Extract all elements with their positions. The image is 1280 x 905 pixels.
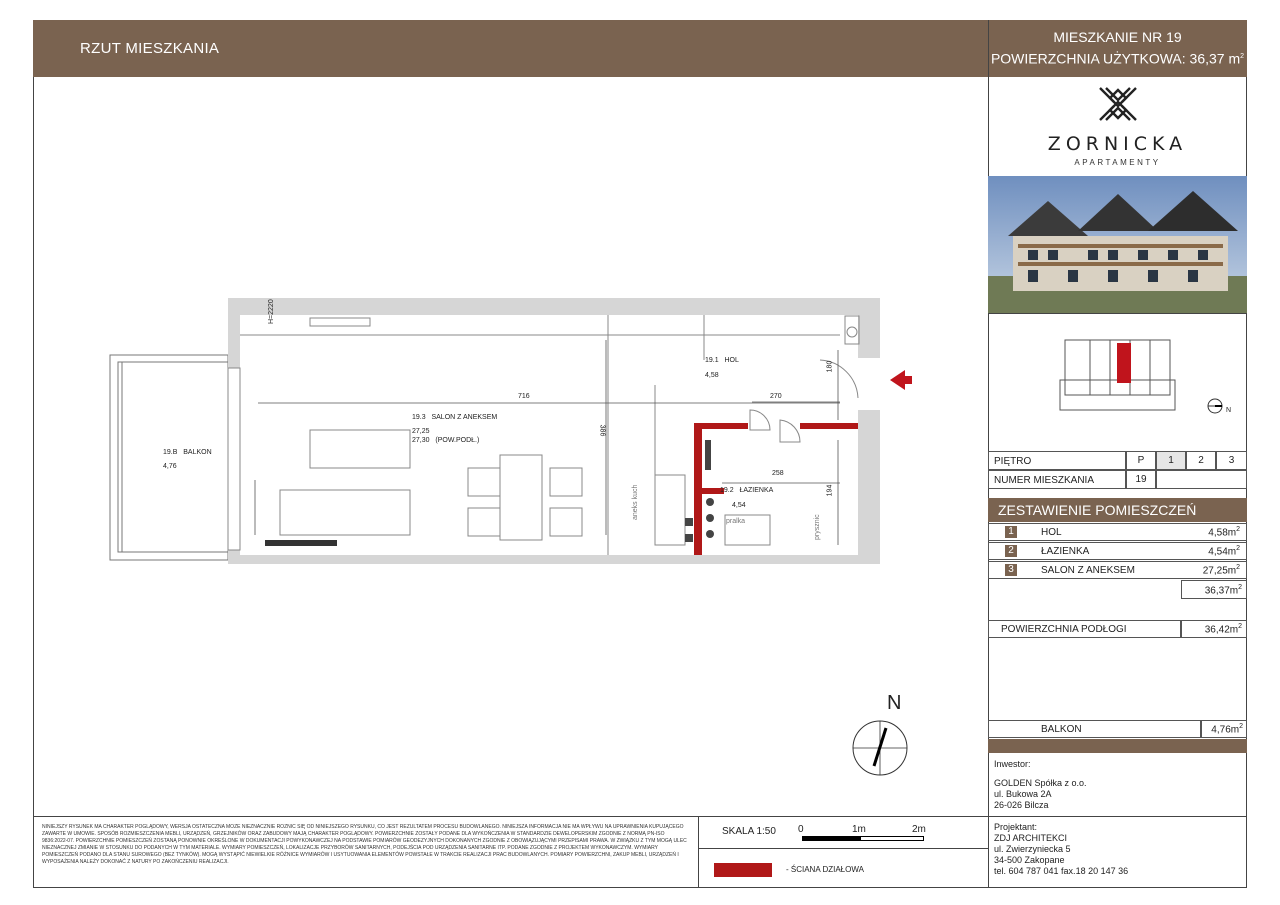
disclaimer: NINIEJSZY RYSUNEK MA CHARAKTER POGLĄDOWY, WERSJA OSTATECZNA MOŻE NIEZNACZNIE RÓŻNIĆ SIĘ OD NINIEJSZEGO RYSUNKU, CO JEST REZULTATEM PROCESU BUDOWLANEGO. NINIEJSZA INFORMACJA NIE MA WPŁYWU NA UPRAWNIENIA KUPUJĄCEGO ZAWARTE W UMOWIE. SPOSÓB ROZMIESZCZENIA MEBLI, URZĄDZEŃ, GRZEJNIKÓW ORAZ ZABUDOWY MAJĄ CHARAKTER POGLĄDOWY. POWIERZCHNIE ZOSTAŁY PODANE DLA WYKOŃCZENIA W STANDARDZIE DEWELOPERSKIM ZGODNIE Z NORMĄ PN-ISO 9836:2022-07. POWIERZCHNIE POMIESZCZEŃ ZOSTANĄ PONOWNIE OKREŚLONE W DOKUMENTACJI POWYKONAWCZEJ NA PODSTAWIE POMIARÓW GEODEZYJNYCH DOKONANYCH ZGODNIE Z OBOWIĄZUJĄCYMI PRZEPISAMI PRAWA. W ZWIĄZKU Z TYM MOGĄ ULEC NIEZNACZNEJ ZMIANIE W STOSUNKU DO PODANYCH W TYM MATERIALE. WYMIARY POMIESZCZEŃ, LOKALIZACJE PRZYBORÓW SANITARNYCH, PODEJŚCIA POD URZĄDZENIA SANITARNE ITP. PODANE ZGODNIE Z PROJEKTEM WYKONAWCZYM. WYMIARY POMIESZCZEŃ PODANO DLA STANU SUROWEGO (BEZ TYNKÓW). MOGĄ WYSTĄPIĆ NIEWIELKIE RÓŻNICE WYMIARÓW I USYTUOWANIA ELEMENTÓW POWSTAŁE W TRAKCIE REALIZACJI PRAC BUDOWLANYCH. POMIARY POWIERZCHNI, ZAKUP MEBLI, URZĄDZEŃ I WYPOSAŻENIA NALEŻY DOKONAĆ Z NATURY PO ZAKOŃCZENIU REALIZACJI. — [42, 824, 687, 865]
scale-tick-2: 2m — [912, 824, 926, 835]
footer-divider — [33, 816, 1247, 817]
room-row-2-no: 2 — [1005, 545, 1017, 557]
room-lazienka-area: 4,54 — [732, 502, 746, 509]
dim-386: 386 — [598, 424, 606, 437]
floor-area-label: POWIERZCHNIA PODŁOGI — [988, 620, 1181, 638]
balcony-bar — [988, 739, 1247, 753]
floor-plan — [100, 290, 920, 580]
designer-line-1: ZDJ ARCHITEKCI — [994, 833, 1068, 843]
room-row-1-name: HOL — [1041, 527, 1062, 538]
scale-tick-0: 0 — [798, 824, 804, 835]
key-plan-highlight — [1117, 343, 1131, 383]
logo-mark-icon — [1096, 84, 1140, 124]
apartment-number-label: NUMER MIESZKANIA — [988, 470, 1126, 489]
room-row-1-area: $4,58m^2$ — [1208, 526, 1240, 539]
room-balkon-label: 19.B BALKON — [163, 449, 212, 456]
key-plan-north: N — [1226, 407, 1232, 414]
room-row-3-name: SALON Z ANEKSEM — [1041, 565, 1135, 576]
room-salon-label: 19.3 SALON Z ANEKSEM — [412, 414, 498, 421]
room-row-1-no: 1 — [1005, 526, 1017, 538]
room-row-2-area: $4,54m^2$ — [1208, 545, 1240, 558]
logo-name: ZORNICKA — [1047, 133, 1188, 155]
entrance-arrow-icon — [890, 370, 912, 390]
apartment-number-title: MIESZKANIE NR 19 — [1053, 29, 1182, 45]
floor-option-2: 2 — [1186, 451, 1216, 470]
room-row-3-no: 3 — [1005, 564, 1017, 576]
dim-716: 716 — [518, 393, 530, 400]
room-row-3 — [988, 561, 1247, 579]
floor-option-3: 3 — [1216, 451, 1247, 470]
room-row-2 — [988, 542, 1247, 560]
key-plan — [1055, 335, 1180, 415]
fixture-shower: prysznic — [814, 514, 821, 540]
room-row-3-area: $27,25m^2$ — [1202, 564, 1240, 577]
room-salon-floor-area: 27,30 (POW.PODŁ.) — [412, 437, 480, 444]
designer-line-4: tel. 604 787 041 fax.18 20 147 36 — [994, 866, 1129, 876]
fixture-laundry: pralka — [726, 518, 746, 525]
room-row-1 — [988, 523, 1247, 541]
investor-line-3: 26-026 Bilcza — [994, 800, 1049, 810]
footer-divider-3 — [698, 848, 988, 849]
room-lazienka-label: 19.2 ŁAZIENKA — [720, 487, 774, 494]
render-divider — [988, 313, 1247, 314]
designer-line-3: 34-500 Zakopane — [994, 855, 1065, 865]
floor-option-1-active: 1 — [1156, 451, 1186, 470]
floor-plan-drawing — [100, 290, 920, 580]
scale-bar — [802, 836, 924, 841]
floor-option-p: P — [1126, 451, 1156, 470]
fixture-kitchen: aneks kuch — [632, 484, 639, 520]
logo — [988, 78, 1247, 175]
room-balkon-area: 4,76 — [163, 463, 177, 470]
balcony-value: $4,76m^2$ — [1201, 720, 1247, 738]
investor-line-1: GOLDEN Spółka z o.o. — [994, 778, 1087, 788]
apartment-number-empty — [1156, 470, 1247, 489]
investor-block — [994, 759, 1087, 811]
wall-legend-label: - ŚCIANA DZIAŁOWA — [786, 865, 864, 874]
apartment-header — [988, 20, 1247, 77]
dim-180: 180 — [826, 360, 834, 373]
floor-label: PIĘTRO — [988, 451, 1126, 470]
designer-line-2: ul. Zwierzyniecka 5 — [994, 844, 1071, 854]
apartment-number-value: 19 — [1126, 470, 1156, 489]
floor-area-value: $36,42m^2$ — [1181, 620, 1247, 638]
rooms-summary-title: ZESTAWIENIE POMIESZCZEŃ — [988, 498, 1247, 522]
north-label: N — [887, 692, 902, 714]
plan-header-title: RZUT MIESZKANIA — [80, 40, 220, 57]
room-hol-area: 4,58 — [705, 372, 719, 379]
plan-header — [33, 20, 988, 77]
dim-194: 194 — [826, 484, 834, 497]
designer-block — [994, 822, 1128, 877]
dim-270: 270 — [770, 393, 782, 400]
dim-258: 258 — [772, 470, 784, 477]
room-salon-area: 27,25 — [412, 428, 430, 435]
room-hol-label: 19.1 HOL — [705, 357, 739, 364]
scale-tick-1: 1m — [852, 824, 866, 835]
dim-height: H=2220 — [268, 299, 275, 324]
apartment-area-title: POWIERZCHNIA UŻYTKOWA: 36,37 $m^2$ — [990, 50, 1245, 67]
footer-divider-2 — [988, 816, 989, 888]
rooms-total: $36,37m^2$ — [1181, 580, 1247, 599]
scale-label: SKALA 1:50 — [722, 826, 776, 837]
investor-label: Inwestor: — [994, 759, 1031, 769]
footer-divider-1 — [698, 816, 699, 888]
logo-subtitle: APARTAMENTY — [1074, 158, 1161, 167]
north-compass-icon — [850, 718, 910, 783]
building-rendering — [988, 176, 1247, 313]
room-row-2-name: ŁAZIENKA — [1041, 546, 1090, 557]
designer-label: Projektant: — [994, 822, 1038, 832]
balcony-label: BALKON — [988, 720, 1201, 738]
wall-legend-swatch — [714, 863, 772, 877]
investor-line-2: ul. Bukowa 2A — [994, 789, 1052, 799]
